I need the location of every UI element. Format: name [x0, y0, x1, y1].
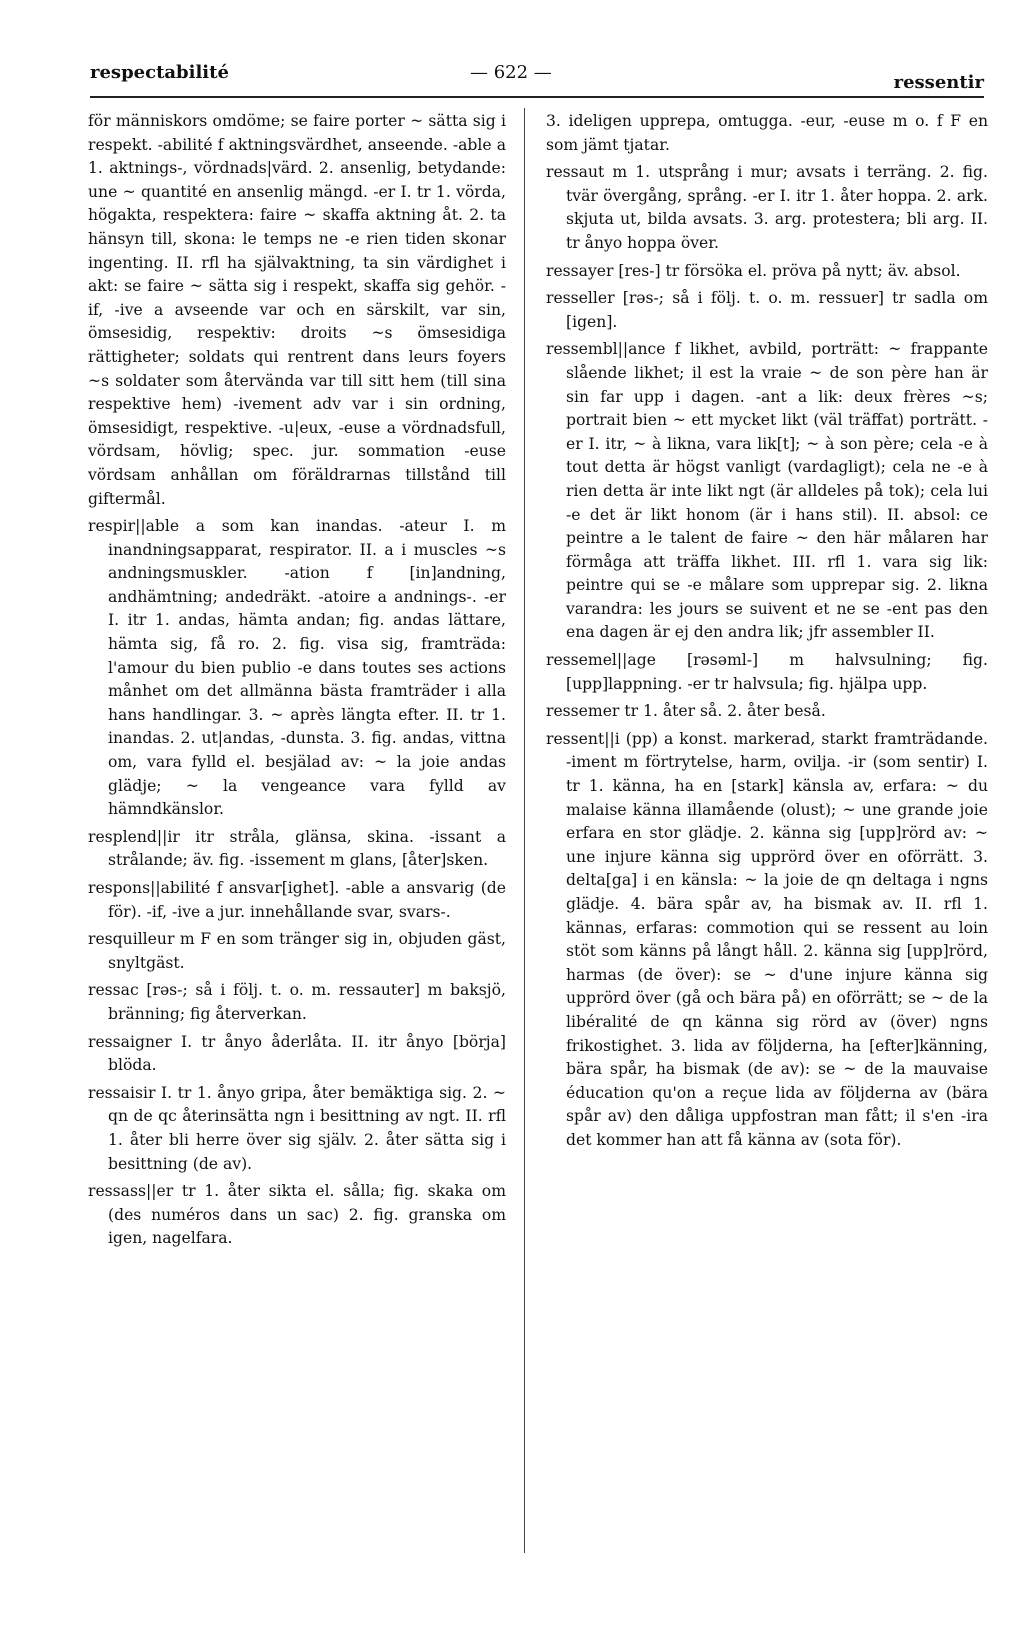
page-number: — 622 — — [470, 62, 552, 83]
dictionary-entry: ressayer [res-] tr försöka el. pröva på nytt; äv. absol. — [546, 261, 961, 280]
dictionary-entry: respir||able a som kan inandas. -ateur I. m inandningsapparat, respirator. II. a i muscles ~s andningsmuskler. -ation f [in]andning, andhämtning; andedräkt. -atoire a andnings-. -er I. itr 1. andas, hämta andan; fig. andas lättare, hämta sig, få ro. 2. fig. visa sig, framträda: l'amour du bien publio -e dans toutes ses actions månhet om det allmänna bästa framträder i alla hans handlingar. 3. ~ après längta efter. II. tr 1. inandas. 2. ut|andas, -dunsta. 3. fig. andas, vittna om, vara fylld el. besjälad av: ~ la joie andas glädje; ~ la vengeance vara fylld av hämndkänslor. — [88, 517, 506, 819]
dictionary-entry: ressembl||ance f likhet, avbild, porträtt: ~ frappante slående likhet; il est la vraie ~ de son père han är sin far upp i dagen. -ant a lik: deux frères ~s; portrait bien ~ ett mycket likt (väl träffat) porträtt. -er I. itr, ~ à likna, vara lik[t]; ~ à son père; cela -e à tout detta är högst vanligt (vardagligt); cela ne -e à rien detta är inte likt ngt (är alldeles på tok); cela lui -e det är likt honom (är i hans stil). II. absol: ce peintre a le talent de faire ~ den här målaren har förmåga att träffa likhet. III. rfl 1. vara sig lik: peintre qui se -e målare som upprepar sig. 2. likna varandra: les jours se suivent et ne se -ent pas den ena dagen är ej den andra lik; jfr assembler II. — [546, 340, 988, 642]
dictionary-entry: resquilleur m F en som tränger sig in, objuden gäst, snyltgäst. — [88, 930, 506, 972]
right-column — [546, 110, 988, 1157]
dictionary-entry: resseller [rəs-; så i följ. t. o. m. ressuer] tr sadla om [igen]. — [546, 289, 988, 331]
dictionary-entry: ressent||i (pp) a konst. markerad, starkt framträdande. -iment m förtrytelse, harm, ovilja. -ir (som sentir) I. tr 1. känna, ha en [stark] känsla av, erfara: ~ du malaise känna illamående (olust); ~ une grande joie erfara en stor glädje. 2. känna sig [upp]rörd av: ~ une injure känna sig upprörd över en oförrätt. 3. delta[ga] i en känsla: ~ la joie de qn deltaga i ngns glädje. 4. bära spår av, ha bismak av. II. rfl 1. kännas, erfaras: commotion qui se ressent au loin stöt som känns på långt håll. 2. känna sig [upp]rörd, harmas (de över): se ~ d'une injure känna sig upprörd över (gå och bära på) en oförrätt; se ~ de la libéralité de qn känna sig rörd av (över) ngns frikostighet. 3. lida av följderna, ha [efter]känning, bära spår, ha bismak (de av): se ~ de la mauvaise éducation qu'on a reçue lida av följderna av (bära spår av) den dåliga uppfostran man fått; il s'en -ira det kommer han att få känna av (sota för). — [546, 729, 988, 1149]
dictionary-entry: ressaigner I. tr ånyo åderlåta. II. itr ånyo [börja] blöda. — [88, 1032, 506, 1075]
running-header — [90, 58, 984, 98]
header-rule — [90, 96, 984, 98]
dictionary-entry: ressac [rəs-; så i följ. t. o. m. ressauter] m baksjö, bränning; fig återverkan. — [88, 981, 506, 1023]
dictionary-entry: 3. ideligen upprepa, omtugga. -eur, -euse m o. f F en som jämt tjatar. — [546, 112, 988, 154]
dictionary-entry: ressemel||age [rəsəml-] m halvsulning; fig. [upp]lappning. -er tr halvsula; fig. hjälpa upp. — [546, 651, 988, 693]
left-column — [88, 110, 506, 1255]
header-first-word: respectabilité — [90, 62, 229, 83]
column-divider — [524, 108, 525, 1553]
dictionary-entry: respons||abilité f ansvar[ighet]. -able a ansvarig (de för). -if, -ive a jur. innehållande svar, svars-. — [88, 879, 506, 921]
dictionary-entry: ressaut m 1. utsprång i mur; avsats i terräng. 2. fig. tvär övergång, språng. -er I. itr 1. åter hoppa. 2. ark. skjuta ut, bilda avsats. 3. arg. protestera; bli arg. II. tr ånyo hoppa över. — [546, 163, 988, 252]
dictionary-entry: ressemer tr 1. åter så. 2. åter beså. — [546, 702, 826, 721]
dictionary-entry: för människors omdöme; se faire porter ~ sätta sig i respekt. -abilité f aktningsvärdhet, anseende. -able a 1. aktnings-, vördnads|värd. 2. ansenlig, betydande: une ~ quantité en ansenlig mängd. -er I. tr 1. vörda, högakta, respektera: faire ~ skaffa aktning åt. 2. ta hänsyn till, skona: le temps ne -e rien tiden skonar ingenting. II. rfl ha självaktning, ta sin värdighet i akt: se faire ~ sätta sig i respekt, skaffa sig gehör. -if, -ive a avseende var och en särskilt, var sin, ömsesidig, respektiv: droits ~s ömsesidiga rättigheter; soldats qui rentrent dans leurs foyers ~s soldater som återvända var till sitt hem (till sina respektive hem) -ivement adv var i sin ordning, ömsesidigt, respektive. -u|eux, -euse a vördnadsfull, vördsam, hövlig; spec. jur. sommation -euse vördsam anhållan om föräldrarnas tillstånd till giftermål. — [88, 112, 506, 508]
dictionary-entry: ressass||er tr 1. åter sikta el. sålla; fig. skaka om (des numéros dans un sac) 2. fig. granska om igen, nagelfara. — [88, 1182, 506, 1248]
dictionary-entry: resplend||ir itr stråla, glänsa, skina. -issant a strålande; äv. fig. -issement m glans, [åter]sken. — [88, 827, 506, 870]
dictionary-entry: ressaisir I. tr 1. ånyo gripa, åter bemäktiga sig. 2. ~ qn de qc återinsätta ngn i besittning av ngt. II. rfl 1. åter bli herre över sig själv. 2. åter sätta sig i besittning (de av). — [88, 1083, 506, 1173]
header-last-word: ressentir — [893, 72, 984, 93]
